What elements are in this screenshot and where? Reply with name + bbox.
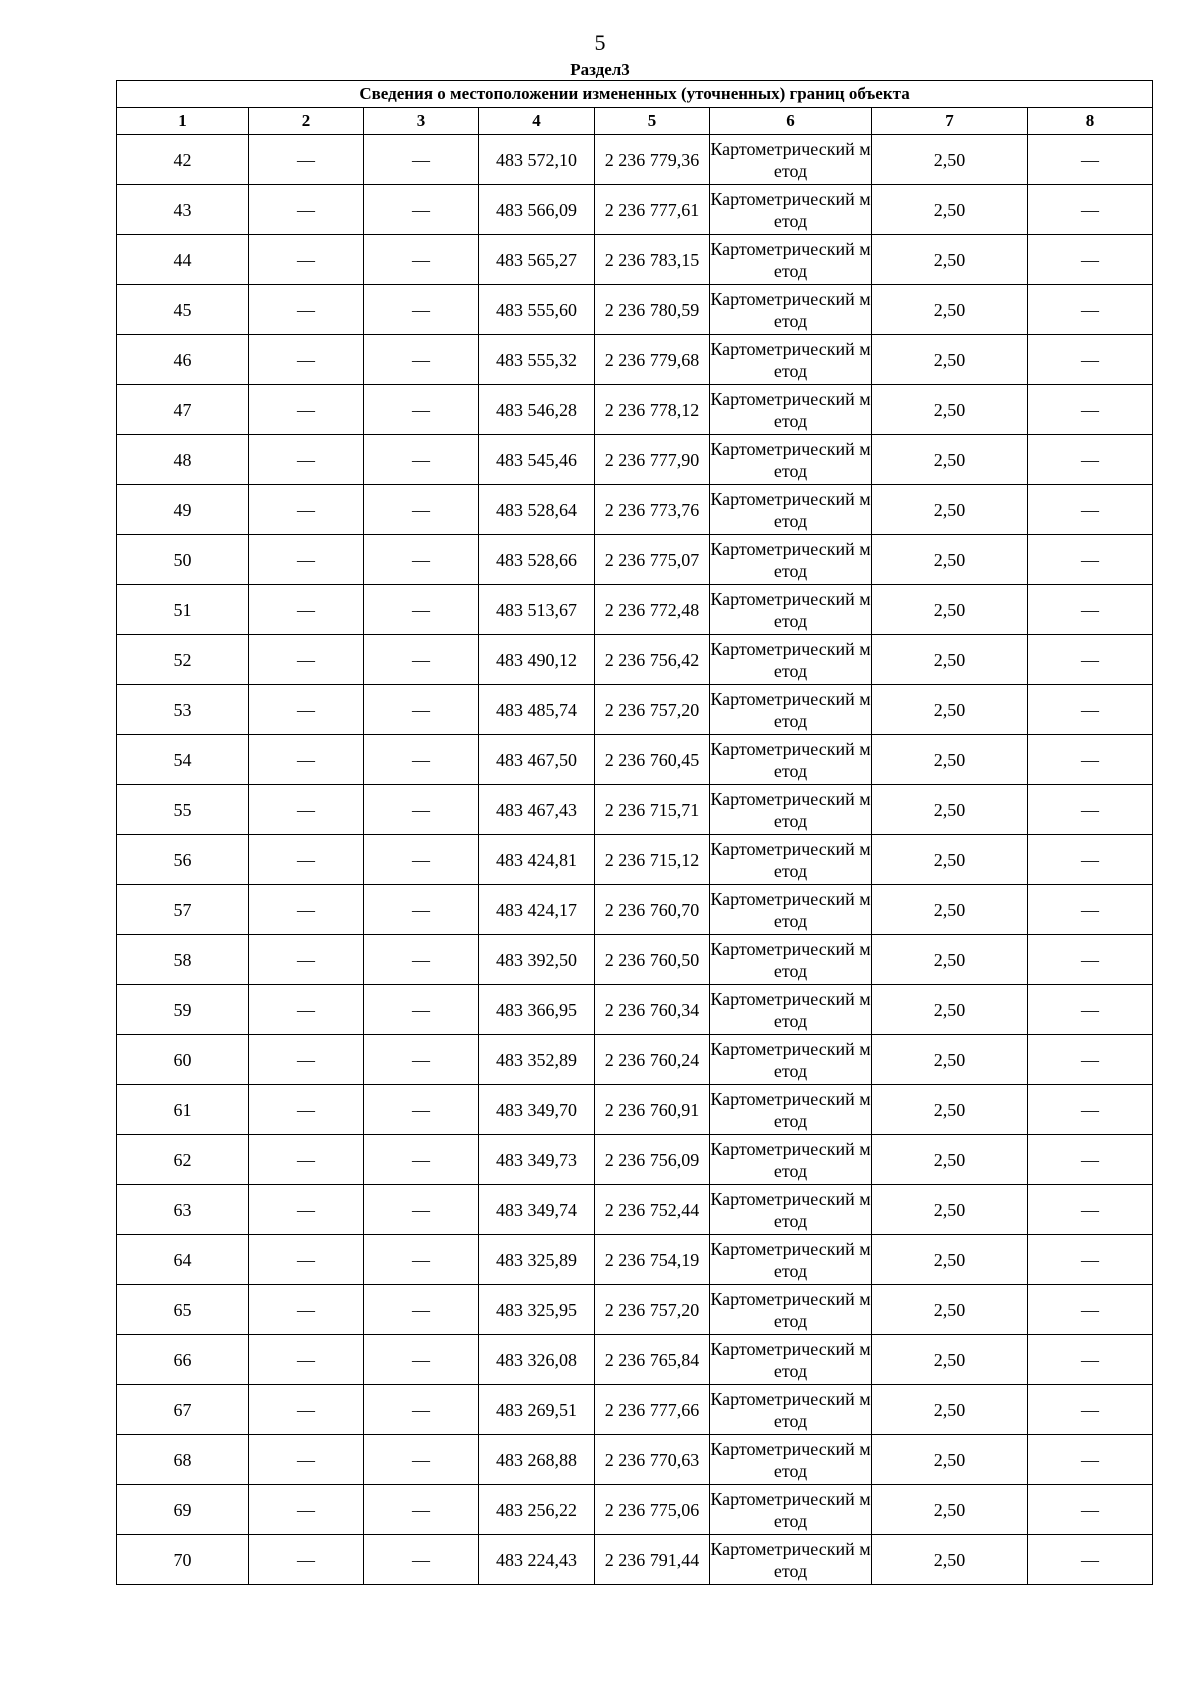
cell-col3: — [364,685,479,735]
cell-accuracy: 2,50 [872,335,1028,385]
cell-coord-y: 2 236 770,63 [595,1435,710,1485]
cell-method: Картометрический метод [710,285,872,335]
cell-coord-x: 483 349,70 [479,1085,595,1135]
cell-coord-y: 2 236 752,44 [595,1185,710,1235]
cell-col2: — [249,1235,364,1285]
cell-col2: — [249,435,364,485]
cell-col2: — [249,135,364,185]
table-row [117,1335,1153,1385]
boundary-table [116,80,1153,1585]
cell-coord-y: 2 236 765,84 [595,1335,710,1385]
cell-point-number: 58 [117,935,249,985]
cell-method: Картометрический метод [710,985,872,1035]
cell-col3: — [364,1135,479,1185]
cell-coord-x: 483 325,89 [479,1235,595,1285]
table-row [117,435,1153,485]
cell-col3: — [364,1435,479,1485]
cell-accuracy: 2,50 [872,835,1028,885]
cell-point-number: 64 [117,1235,249,1285]
cell-col2: — [249,1485,364,1535]
cell-col8: — [1028,785,1153,835]
cell-method: Картометрический метод [710,135,872,185]
cell-point-number: 59 [117,985,249,1035]
cell-accuracy: 2,50 [872,885,1028,935]
cell-point-number: 53 [117,685,249,735]
cell-coord-y: 2 236 757,20 [595,1285,710,1335]
cell-coord-x: 483 424,81 [479,835,595,885]
cell-col8: — [1028,1385,1153,1435]
cell-col8: — [1028,135,1153,185]
cell-point-number: 66 [117,1335,249,1385]
cell-coord-y: 2 236 754,19 [595,1235,710,1285]
cell-method: Картометрический метод [710,935,872,985]
cell-coord-x: 483 424,17 [479,885,595,935]
cell-point-number: 60 [117,1035,249,1085]
cell-col2: — [249,835,364,885]
page-number: 5 [594,30,606,55]
cell-col8: — [1028,435,1153,485]
cell-coord-y: 2 236 780,59 [595,285,710,335]
cell-method: Картометрический метод [710,835,872,885]
cell-accuracy: 2,50 [872,1035,1028,1085]
cell-accuracy: 2,50 [872,585,1028,635]
cell-col2: — [249,1185,364,1235]
cell-coord-y: 2 236 760,34 [595,985,710,1035]
section-title: Раздел3 [570,60,630,79]
cell-point-number: 52 [117,635,249,685]
cell-col3: — [364,135,479,185]
cell-coord-y: 2 236 715,12 [595,835,710,885]
cell-col8: — [1028,835,1153,885]
cell-col2: — [249,885,364,935]
cell-col3: — [364,1535,479,1585]
cell-col2: — [249,1285,364,1335]
cell-accuracy: 2,50 [872,1285,1028,1335]
cell-col3: — [364,285,479,335]
cell-col8: — [1028,685,1153,735]
table-caption: Сведения о местоположении измененных (уточненных) границ объекта [117,81,1153,108]
cell-coord-x: 483 490,12 [479,635,595,685]
cell-col3: — [364,785,479,835]
cell-coord-x: 483 256,22 [479,1485,595,1535]
cell-accuracy: 2,50 [872,485,1028,535]
table-row [117,985,1153,1035]
column-header-6: 6 [710,108,872,135]
cell-point-number: 63 [117,1185,249,1235]
cell-coord-x: 483 555,60 [479,285,595,335]
cell-col3: — [364,535,479,585]
cell-accuracy: 2,50 [872,1235,1028,1285]
cell-col8: — [1028,485,1153,535]
cell-col8: — [1028,735,1153,785]
cell-coord-y: 2 236 779,36 [595,135,710,185]
cell-coord-y: 2 236 778,12 [595,385,710,435]
cell-point-number: 69 [117,1485,249,1535]
cell-accuracy: 2,50 [872,135,1028,185]
cell-coord-x: 483 349,73 [479,1135,595,1185]
column-header-7: 7 [872,108,1028,135]
table-row [117,285,1153,335]
cell-method: Картометрический метод [710,735,872,785]
cell-col3: — [364,935,479,985]
cell-accuracy: 2,50 [872,185,1028,235]
cell-accuracy: 2,50 [872,285,1028,335]
cell-coord-x: 483 545,46 [479,435,595,485]
cell-coord-y: 2 236 757,20 [595,685,710,735]
cell-col8: — [1028,185,1153,235]
cell-method: Картометрический метод [710,485,872,535]
cell-method: Картометрический метод [710,635,872,685]
cell-coord-x: 483 528,66 [479,535,595,585]
cell-coord-y: 2 236 777,66 [595,1385,710,1435]
cell-accuracy: 2,50 [872,635,1028,685]
cell-col2: — [249,385,364,435]
cell-col8: — [1028,985,1153,1035]
table-row [117,485,1153,535]
cell-col3: — [364,435,479,485]
cell-method: Картометрический метод [710,785,872,835]
cell-col8: — [1028,885,1153,935]
cell-col2: — [249,535,364,585]
cell-point-number: 55 [117,785,249,835]
cell-coord-x: 483 352,89 [479,1035,595,1085]
table-row [117,635,1153,685]
column-header-2: 2 [249,108,364,135]
cell-point-number: 42 [117,135,249,185]
column-header-3: 3 [364,108,479,135]
cell-col2: — [249,1335,364,1385]
table-row [117,1035,1153,1085]
cell-col2: — [249,735,364,785]
cell-method: Картометрический метод [710,435,872,485]
cell-coord-x: 483 392,50 [479,935,595,985]
cell-coord-x: 483 555,32 [479,335,595,385]
cell-col8: — [1028,1535,1153,1585]
cell-coord-y: 2 236 760,70 [595,885,710,935]
cell-point-number: 48 [117,435,249,485]
cell-coord-y: 2 236 773,76 [595,485,710,535]
cell-coord-y: 2 236 756,09 [595,1135,710,1185]
cell-accuracy: 2,50 [872,935,1028,985]
cell-coord-y: 2 236 772,48 [595,585,710,635]
cell-accuracy: 2,50 [872,435,1028,485]
cell-col3: — [364,1285,479,1335]
cell-col3: — [364,235,479,285]
cell-col3: — [364,1335,479,1385]
cell-method: Картометрический метод [710,1385,872,1435]
table-row [117,785,1153,835]
table-row [117,685,1153,735]
cell-col8: — [1028,635,1153,685]
cell-point-number: 43 [117,185,249,235]
column-header-8: 8 [1028,108,1153,135]
table-row [117,1235,1153,1285]
cell-point-number: 67 [117,1385,249,1435]
cell-accuracy: 2,50 [872,1535,1028,1585]
cell-col3: — [364,985,479,1035]
cell-col2: — [249,185,364,235]
table-row [117,1535,1153,1585]
cell-col8: — [1028,385,1153,435]
cell-col3: — [364,385,479,435]
cell-coord-x: 483 326,08 [479,1335,595,1385]
cell-col2: — [249,1035,364,1085]
cell-coord-y: 2 236 791,44 [595,1535,710,1585]
cell-col2: — [249,285,364,335]
cell-coord-x: 483 325,95 [479,1285,595,1335]
cell-coord-x: 483 269,51 [479,1385,595,1435]
table-row [117,1085,1153,1135]
table-row [117,885,1153,935]
cell-accuracy: 2,50 [872,1435,1028,1485]
cell-method: Картометрический метод [710,1235,872,1285]
cell-method: Картометрический метод [710,185,872,235]
cell-accuracy: 2,50 [872,785,1028,835]
cell-accuracy: 2,50 [872,735,1028,785]
cell-col3: — [364,1185,479,1235]
cell-accuracy: 2,50 [872,1385,1028,1435]
cell-coord-x: 483 566,09 [479,185,595,235]
cell-point-number: 51 [117,585,249,635]
cell-col8: — [1028,1135,1153,1185]
cell-coord-y: 2 236 783,15 [595,235,710,285]
table-row [117,935,1153,985]
table-row [117,1385,1153,1435]
table-row [117,1185,1153,1235]
cell-col8: — [1028,285,1153,335]
cell-method: Картометрический метод [710,1135,872,1185]
cell-coord-x: 483 565,27 [479,235,595,285]
cell-method: Картометрический метод [710,535,872,585]
cell-accuracy: 2,50 [872,1485,1028,1535]
cell-col8: — [1028,1185,1153,1235]
cell-col3: — [364,335,479,385]
cell-col8: — [1028,1435,1153,1485]
cell-point-number: 68 [117,1435,249,1485]
cell-coord-x: 483 485,74 [479,685,595,735]
table-header-row [117,108,1153,135]
cell-coord-x: 483 349,74 [479,1185,595,1235]
cell-point-number: 46 [117,335,249,385]
cell-col3: — [364,1385,479,1435]
table-row [117,535,1153,585]
cell-coord-x: 483 572,10 [479,135,595,185]
table-row [117,1285,1153,1335]
cell-accuracy: 2,50 [872,1135,1028,1185]
cell-point-number: 47 [117,385,249,435]
cell-coord-y: 2 236 760,91 [595,1085,710,1135]
cell-coord-x: 483 268,88 [479,1435,595,1485]
table-row [117,1435,1153,1485]
table-caption-row [117,81,1153,108]
cell-col3: — [364,1235,479,1285]
cell-accuracy: 2,50 [872,385,1028,435]
cell-col3: — [364,735,479,785]
cell-coord-x: 483 546,28 [479,385,595,435]
column-header-4: 4 [479,108,595,135]
table-row [117,835,1153,885]
cell-col2: — [249,1535,364,1585]
cell-col8: — [1028,935,1153,985]
cell-method: Картометрический метод [710,1085,872,1135]
cell-coord-y: 2 236 777,90 [595,435,710,485]
cell-point-number: 62 [117,1135,249,1185]
cell-coord-x: 483 528,64 [479,485,595,535]
cell-coord-y: 2 236 760,45 [595,735,710,785]
cell-method: Картометрический метод [710,1285,872,1335]
cell-col8: — [1028,535,1153,585]
table-row [117,185,1153,235]
cell-accuracy: 2,50 [872,685,1028,735]
cell-col3: — [364,835,479,885]
cell-col8: — [1028,1335,1153,1385]
cell-col8: — [1028,1235,1153,1285]
table-row [117,335,1153,385]
cell-coord-x: 483 467,43 [479,785,595,835]
cell-col2: — [249,585,364,635]
cell-coord-y: 2 236 777,61 [595,185,710,235]
cell-point-number: 54 [117,735,249,785]
table-row [117,1135,1153,1185]
cell-col2: — [249,935,364,985]
cell-accuracy: 2,50 [872,535,1028,585]
cell-method: Картометрический метод [710,585,872,635]
cell-col8: — [1028,1485,1153,1535]
cell-method: Картометрический метод [710,685,872,735]
cell-col2: — [249,1135,364,1185]
cell-coord-y: 2 236 756,42 [595,635,710,685]
cell-accuracy: 2,50 [872,1335,1028,1385]
cell-coord-x: 483 467,50 [479,735,595,785]
cell-col2: — [249,785,364,835]
cell-col2: — [249,685,364,735]
cell-coord-y: 2 236 779,68 [595,335,710,385]
cell-point-number: 45 [117,285,249,335]
cell-col3: — [364,885,479,935]
cell-col3: — [364,1085,479,1135]
cell-col3: — [364,1035,479,1085]
table-row [117,735,1153,785]
cell-coord-x: 483 224,43 [479,1535,595,1585]
cell-col8: — [1028,1285,1153,1335]
cell-point-number: 44 [117,235,249,285]
cell-col2: — [249,1385,364,1435]
cell-point-number: 57 [117,885,249,935]
table-row [117,385,1153,435]
table-row [117,1485,1153,1535]
cell-point-number: 61 [117,1085,249,1135]
cell-accuracy: 2,50 [872,1085,1028,1135]
column-header-5: 5 [595,108,710,135]
cell-method: Картометрический метод [710,1185,872,1235]
cell-coord-y: 2 236 715,71 [595,785,710,835]
cell-col2: — [249,985,364,1035]
cell-method: Картометрический метод [710,885,872,935]
cell-col2: — [249,335,364,385]
cell-method: Картометрический метод [710,235,872,285]
cell-method: Картометрический метод [710,1335,872,1385]
cell-method: Картометрический метод [710,1535,872,1585]
cell-col3: — [364,1485,479,1535]
cell-point-number: 49 [117,485,249,535]
cell-coord-y: 2 236 760,50 [595,935,710,985]
cell-col8: — [1028,585,1153,635]
cell-method: Картометрический метод [710,335,872,385]
cell-col2: — [249,485,364,535]
cell-coord-y: 2 236 775,07 [595,535,710,585]
cell-point-number: 50 [117,535,249,585]
cell-col3: — [364,635,479,685]
column-header-1: 1 [117,108,249,135]
cell-method: Картометрический метод [710,385,872,435]
table-row [117,235,1153,285]
cell-col8: — [1028,235,1153,285]
cell-col8: — [1028,1035,1153,1085]
cell-coord-y: 2 236 760,24 [595,1035,710,1085]
cell-method: Картометрический метод [710,1435,872,1485]
cell-col2: — [249,1435,364,1485]
cell-accuracy: 2,50 [872,1185,1028,1235]
cell-method: Картометрический метод [710,1035,872,1085]
cell-coord-y: 2 236 775,06 [595,1485,710,1535]
cell-point-number: 65 [117,1285,249,1335]
cell-accuracy: 2,50 [872,235,1028,285]
cell-col8: — [1028,335,1153,385]
cell-point-number: 70 [117,1535,249,1585]
cell-col2: — [249,235,364,285]
cell-col8: — [1028,1085,1153,1135]
cell-coord-x: 483 366,95 [479,985,595,1035]
table-row [117,135,1153,185]
cell-col2: — [249,635,364,685]
cell-accuracy: 2,50 [872,985,1028,1035]
cell-col3: — [364,485,479,535]
cell-col2: — [249,1085,364,1135]
cell-method: Картометрический метод [710,1485,872,1535]
cell-coord-x: 483 513,67 [479,585,595,635]
cell-col3: — [364,185,479,235]
cell-col3: — [364,585,479,635]
table-row [117,585,1153,635]
cell-point-number: 56 [117,835,249,885]
